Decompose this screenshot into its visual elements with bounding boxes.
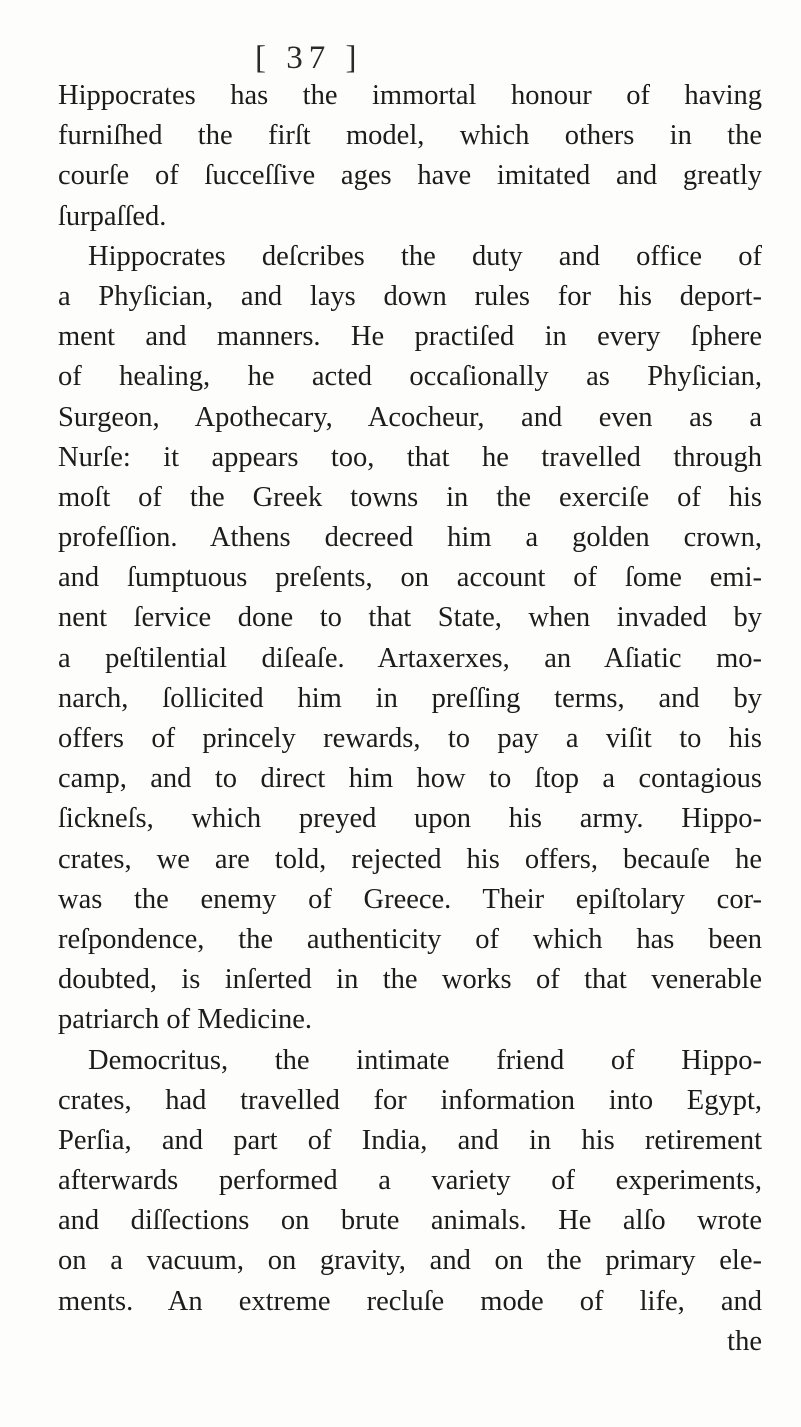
text-line: a Phyſician, and lays down rules for his deport- [58, 280, 762, 312]
text-line: Hippocrates has the immortal honour of having [58, 80, 762, 111]
paragraph-start-line: Democritus, the intimate friend of Hippo- [88, 1044, 762, 1076]
text-line: was the enemy of Greece. Their epiſtolary cor- [58, 883, 762, 915]
text-line: crates, had travelled for information into Egypt, [58, 1084, 762, 1116]
body-text [58, 76, 762, 1362]
text-line: offers of princely rewards, to pay a viſit to his [58, 723, 762, 754]
text-line: ſickneſs, which preyed upon his army. Hippo- [58, 803, 762, 835]
text-line: Surgeon, Apothecary, Acocheur, and even as a [58, 401, 762, 433]
paragraph-start-line: Hippocrates deſcribes the duty and office of [88, 240, 762, 272]
text-line: doubted, is inſerted in the works of that venerable [58, 964, 762, 996]
text-line: narch, ſollicited him in preſſing terms, and by [58, 682, 762, 714]
text-line: and diſſections on brute animals. He alſo wrote [58, 1205, 762, 1237]
text-line: afterwards performed a variety of experiments, [58, 1165, 762, 1197]
text-line: ment and manners. He practiſed in every ſphere [58, 321, 762, 353]
text-line: profeſſion. Athens decreed him a golden crown, [58, 522, 762, 554]
catchword: the [727, 1325, 762, 1357]
text-line: Nurſe: it appears too, that he travelled through [58, 441, 762, 473]
text-line: and ſumptuous preſents, on account of ſome emi- [58, 562, 762, 594]
text-line: furniſhed the firſt model, which others in the [58, 120, 762, 152]
text-line: on a vacuum, on gravity, and on the primary ele- [58, 1245, 762, 1277]
text-line: patriarch of Medicine. [58, 1004, 313, 1036]
text-line: ments. An extreme recluſe mode of life, and [58, 1285, 762, 1317]
text-line: a peſtilential diſeaſe. Artaxerxes, an Aſiatic mo- [58, 642, 762, 674]
text-line: Perſia, and part of India, and in his retirement [58, 1124, 762, 1156]
text-line: crates, we are told, rejected his offers, becauſe he [58, 843, 762, 875]
text-line: reſpondence, the authenticity of which has been [58, 923, 762, 955]
text-line: ſurpaſſed. [58, 200, 167, 232]
text-line: of healing, he acted occaſionally as Phyſician, [58, 361, 762, 393]
text-line: nent ſervice done to that State, when invaded by [58, 602, 762, 634]
text-line: courſe of ſucceſſive ages have imitated and greatly [58, 160, 762, 192]
text-line: camp, and to direct him how to ſtop a contagious [58, 763, 762, 795]
page-number: [ 37 ] [255, 40, 363, 76]
text-line: moſt of the Greek towns in the exerciſe of his [58, 481, 762, 513]
